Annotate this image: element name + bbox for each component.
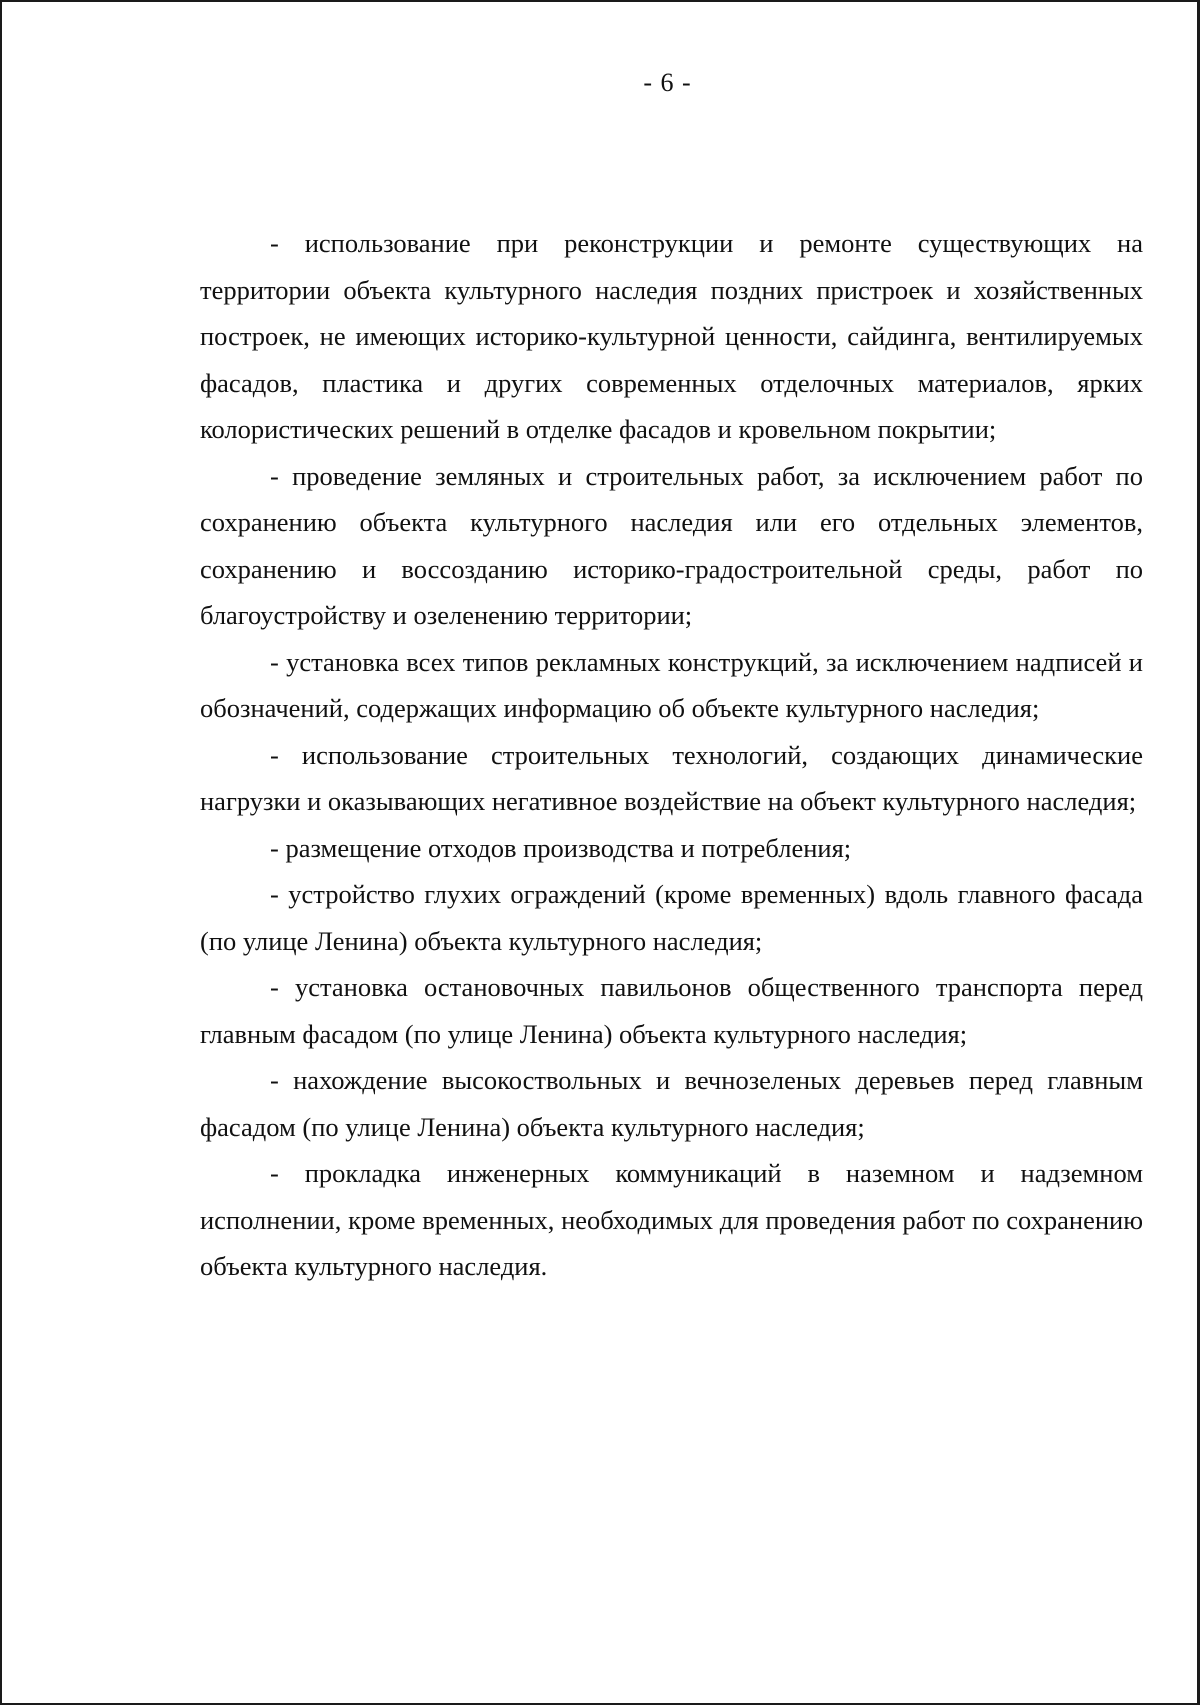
paragraph-2: - проведение земляных и строительных работ, за исключением работ по сохранению объекта культурного наследия или его отдельных элементов, сохранению и воссозданию историко-градостроительной среды, работ по благоустройству и озеленению территории; — [200, 460, 1143, 630]
paragraph-7: - установка остановочных павильонов общественного транспорта перед главным фасадом (по улице Ленина) объекта культурного наследия; — [200, 972, 1143, 1049]
scan-border-left — [0, 0, 2, 1705]
paragraph-1: - использование при реконструкции и ремонте существующих на территории объекта культурного наследия поздних пристроек и хозяйственных построек, не имеющих историко-культурной ценности, сайдинга, вентилируемых фасадов, пластика и других современных отделочных материалов, ярких колористических решений в отделке фасадов и кровельном покрытии; — [200, 228, 1143, 444]
document-body — [200, 220, 1143, 1290]
paragraph-9: - прокладка инженерных коммуникаций в наземном и надземном исполнении, кроме временных, необходимых для проведения работ по сохранению объекта культурного наследия. — [200, 1158, 1143, 1281]
paragraph-5: - размещение отходов производства и потребления; — [270, 832, 852, 863]
paragraph-4: - использование строительных технологий, создающих динамические нагрузки и оказывающих негативное воздействие на объект культурного наследия; — [200, 739, 1143, 816]
scan-border-top — [0, 0, 1200, 2]
paragraph-8: - нахождение высокоствольных и вечнозеленых деревьев перед главным фасадом (по улице Ленина) объекта культурного наследия; — [200, 1065, 1143, 1142]
paragraph-6: - устройство глухих ограждений (кроме временных) вдоль главного фасада (по улице Ленина) объекта культурного наследия; — [200, 879, 1143, 956]
paragraph-3: - установка всех типов рекламных конструкций, за исключением надписей и обозначений, содержащих информацию об объекте культурного наследия; — [200, 646, 1143, 723]
page-number: - 6 - — [643, 68, 692, 97]
